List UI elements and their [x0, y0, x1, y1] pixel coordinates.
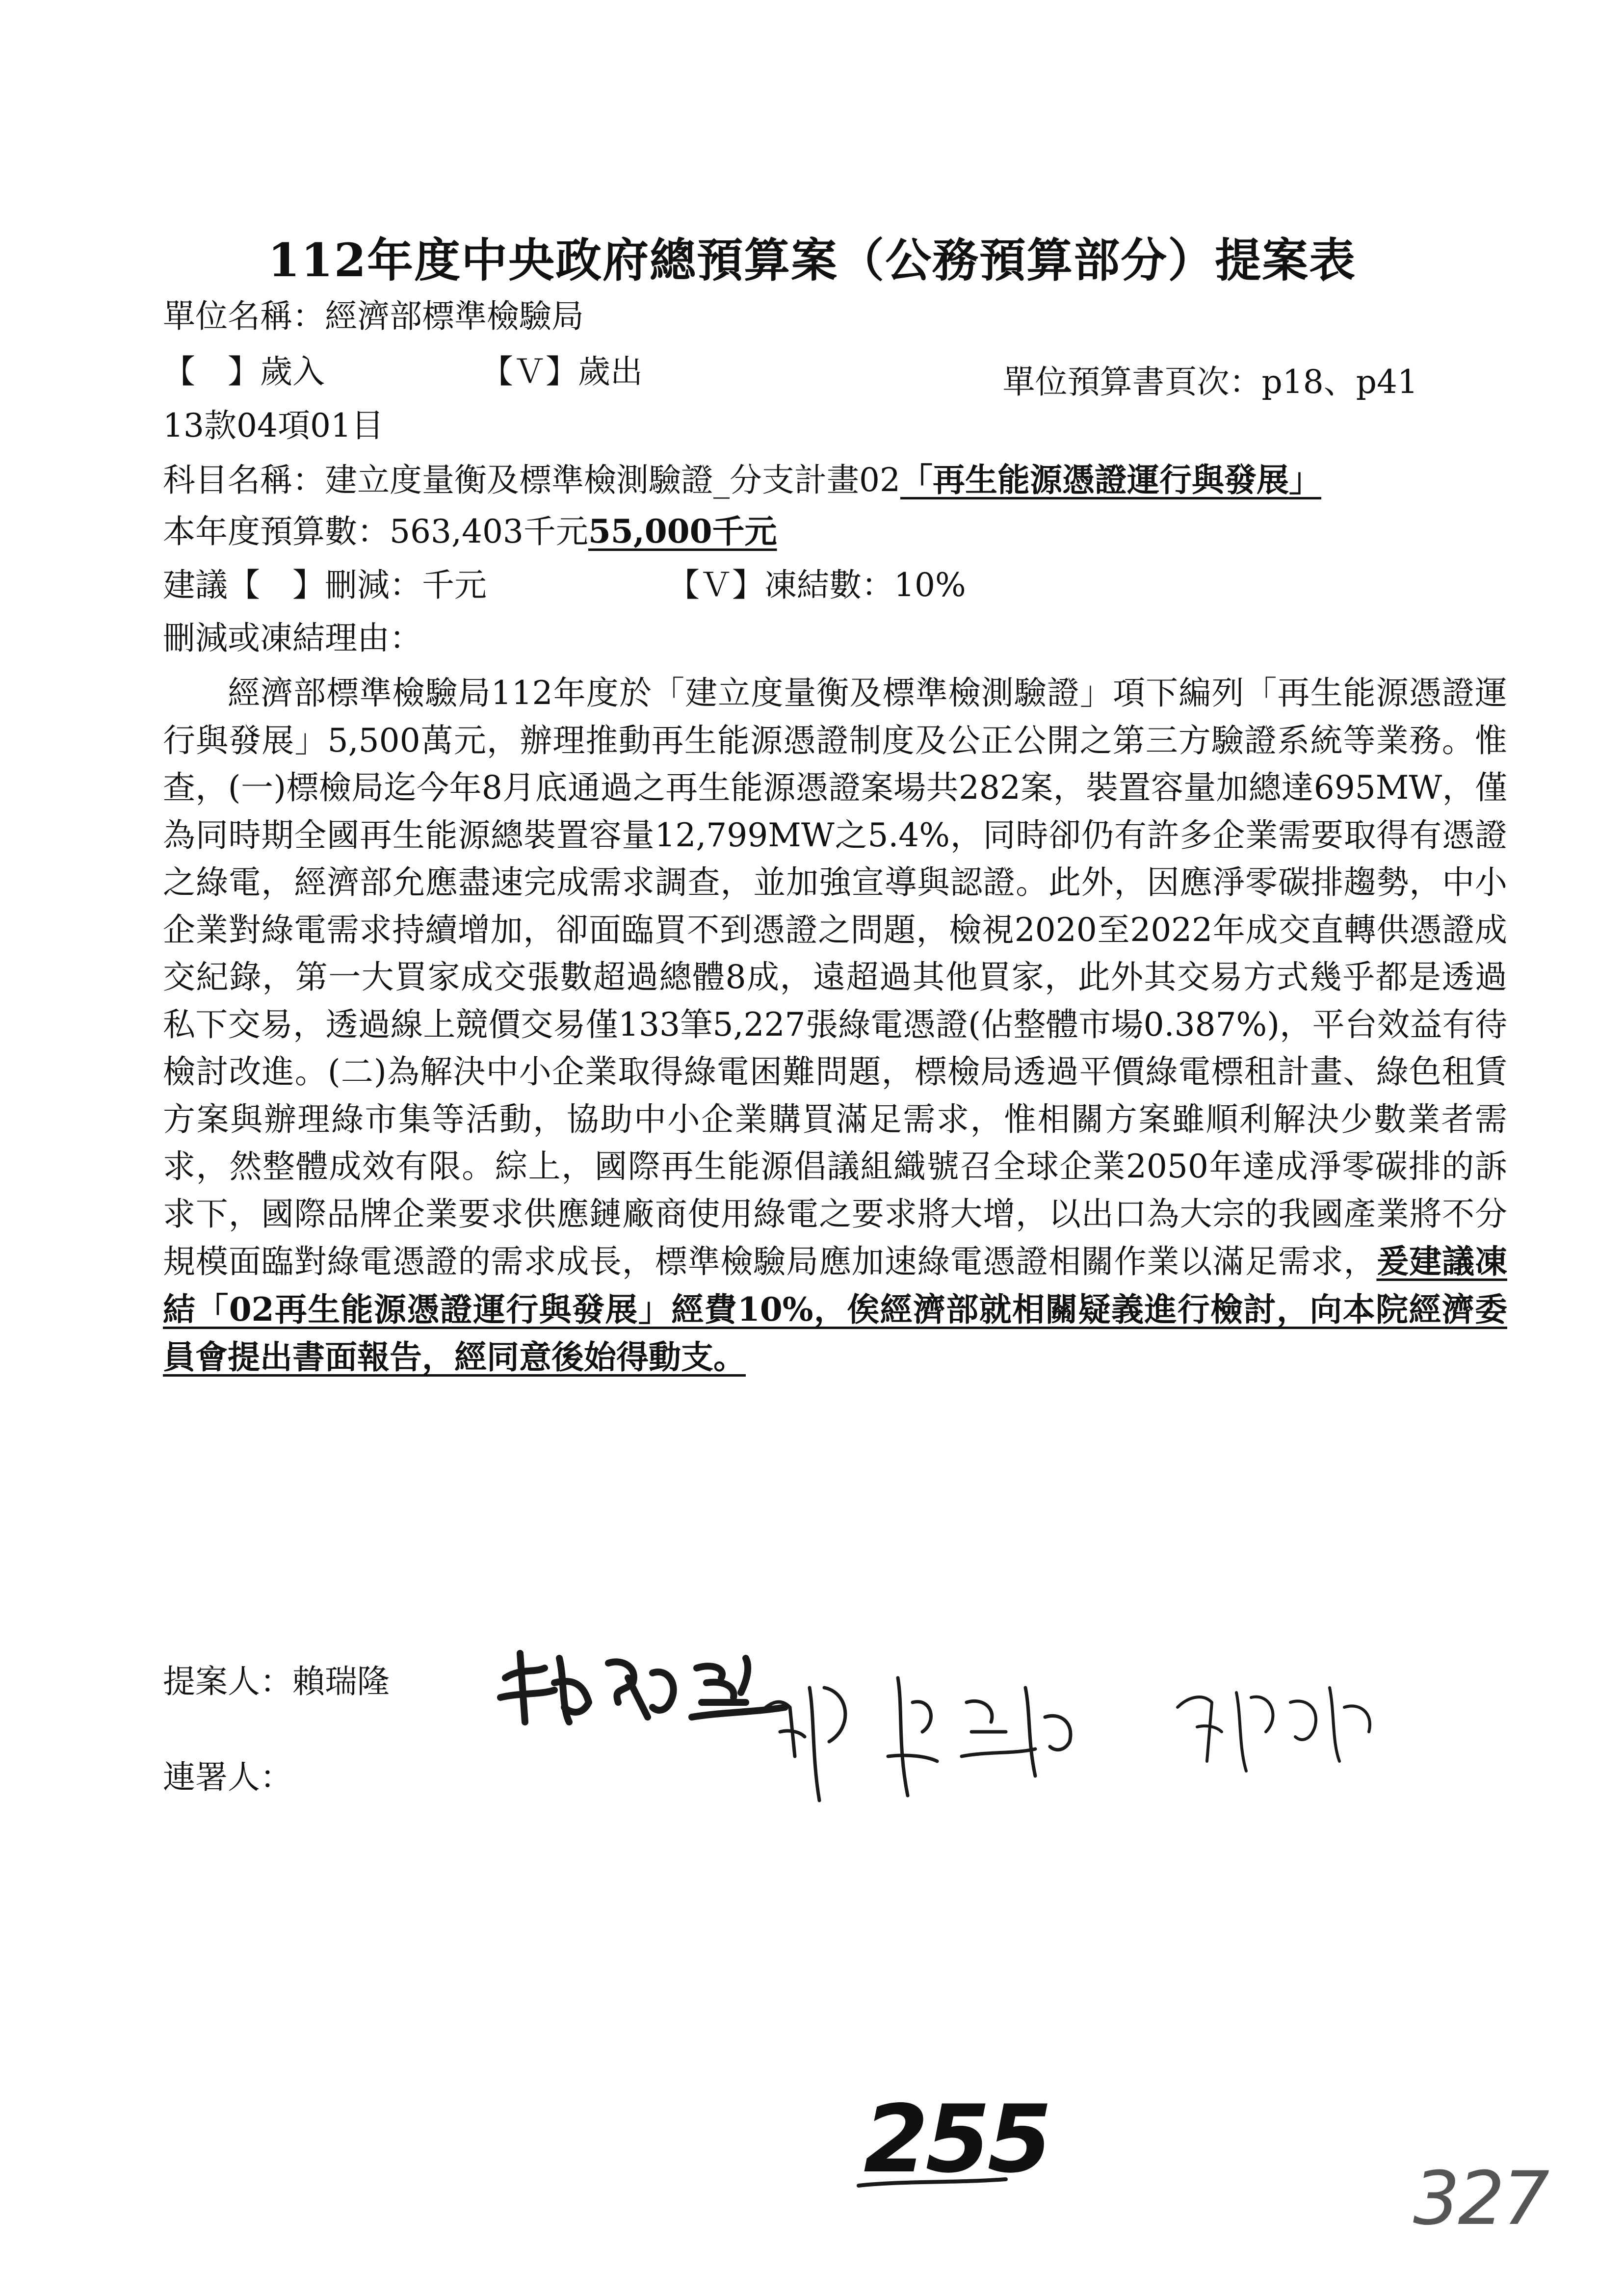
signature-cosigner-1	[751, 1658, 1133, 1820]
page-title: 112年度中央政府總預算案（公務預算部分）提案表	[267, 234, 1357, 287]
revenue-checkbox: 【 】歲入	[163, 353, 325, 391]
proposal-label: 建議【 】刪減：千元	[163, 566, 487, 604]
budget-highlight: 55,000千元	[588, 512, 777, 550]
signature-cosigner-2	[1168, 1663, 1393, 1781]
stamp-underline	[854, 2173, 1011, 2193]
subject-row	[163, 461, 1321, 499]
cosigner-label: 連署人：	[163, 1758, 292, 1796]
reason-text: 經濟部標準檢驗局112年度於「建立度量衡及標準檢測驗證」項下編列「再生能源憑證運行與發展」5,500萬元，辦理推動再生能源憑證制度及公正公開之第三方驗證系統等業務。惟查，(一)標檢局迄今年8月底通過之再生能源憑證案場共282案，裝置容量加總達695MW，僅為同時期全國再生能源總裝置容量12,799MW之5.4%，同時卻仍有許多企業需要取得有憑證之綠電，經濟部允應盡速完成需求調查，並加強宣導與認證。此外，因應淨零碳排趨勢，中小企業對綠電需求持續增加，卻面臨買不到憑證之問題，檢視2020至2022年成交直轉供憑證成交紀錄，第一大買家成交張數超過總體8成，遠超過其他買家，此外其交易方式幾乎都是透過私下交易，透過線上競價交易僅133筆5,227張綠電憑證(佔整體市場0.387%)，平台效益有待檢討改進。(二)為解決中小企業取得綠電困難問題，標檢局透過平價綠電標租計畫、綠色租賃方案與辦理綠市集等活動，協助中小企業購買滿足需求，惟相關方案雖順利解決少數業者需求，然整體成效有限。綜上，國際再生能源倡議組織號召全球企業2050年達成淨零碳排的訴求下，國際品牌企業要求供應鏈廠商使用綠電之要求將大增，以出口為大宗的我國產業將不分規模面臨對綠電憑證的需求成長，標準檢驗局應加速綠電憑證相關作業以滿足需求，	[163, 674, 1507, 1280]
item-code: 13款04項01目	[163, 407, 384, 444]
subject-label: 科目名稱：建立度量衡及標準檢測驗證_分支計畫02	[163, 461, 900, 499]
expense-checkbox: 【Ｖ】歲出	[481, 353, 643, 391]
budget-row	[163, 512, 777, 550]
freeze-label: 【Ｖ】凍結數：10%	[667, 566, 966, 604]
budget-label: 本年度預算數：563,403千元	[163, 513, 588, 550]
reason-label: 刪減或凍結理由：	[163, 619, 422, 657]
reason-emphasis: 爰建議凍結「02再生能源憑證運行與發展」經費10%，俟經濟部就相關疑義進行檢討，向本院經濟委員會提出書面報告，經同意後始得動支。	[163, 1242, 1508, 1376]
page-reference: 單位預算書頁次：p18、p41	[1002, 363, 1418, 401]
stamp-number: 255	[864, 2085, 1049, 2193]
subject-highlight: 「再生能源憑證運行與發展」	[900, 461, 1321, 499]
unit-name: 單位名稱：經濟部標準檢驗局	[163, 297, 584, 335]
reason-paragraph	[163, 670, 1507, 1382]
proposer-label: 提案人：賴瑞隆	[163, 1663, 390, 1700]
corner-number: 327	[1413, 2156, 1548, 2242]
